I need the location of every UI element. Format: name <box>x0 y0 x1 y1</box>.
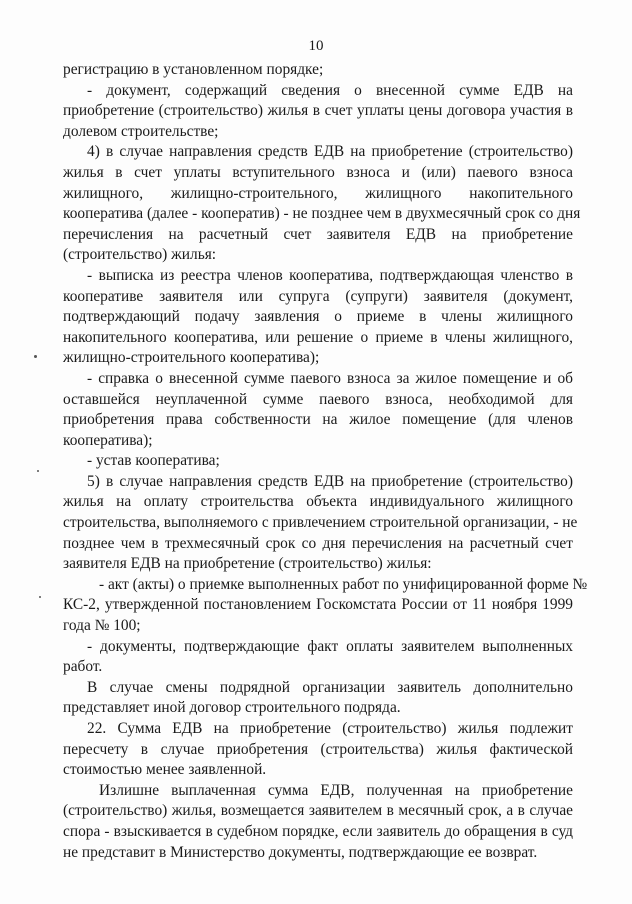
text-line: строительства, выполняемого с привлечением строительной организации, - не <box>63 514 578 532</box>
scan-speck-2 <box>37 470 39 472</box>
text-line: - документы, подтверждающие факт оплаты заявителем выполненных <box>87 637 573 655</box>
text-line: - выписка из реестра членов кооператива, подтверждающая членство в <box>87 266 573 284</box>
text-line: 22. Сумма ЕДВ на приобретение (строительство) жилья подлежит <box>87 720 573 737</box>
text-line: жилищно-строительного кооператива); <box>63 349 320 367</box>
text-line: приобретения права собственности на жилое помещение (для членов <box>63 411 573 429</box>
text-line: кооператива (далее - кооператив) - не позднее чем в двухмесячный срок со дня <box>63 205 581 223</box>
text-line: 4) в случае направления средств ЕДВ на приобретение (строительство) <box>87 143 573 161</box>
text-line: (строительство) жилья: <box>63 246 217 264</box>
text-line: (строительство) жилья, возмещается заявителем в месячный срок, а в случае <box>63 802 573 820</box>
text-line: представляет иной договор строительного подряда. <box>63 699 401 717</box>
text-line: - акт (акты) о приемке выполненных работ по унифицированной форме № <box>99 575 588 593</box>
text-line: не представит в Министерство документы, подтверждающие ее возврат. <box>63 843 538 861</box>
text-line: жилищного, жилищно-строительного, жилищного накопительного <box>63 184 573 202</box>
text-line: перечисления на расчетный счет заявителя ЕДВ на приобретение <box>63 225 573 243</box>
text-line: приобретение (строительство) жилья в счет уплаты цены договора участия в <box>63 102 573 120</box>
text-line: спора - взыскивается в судебном порядке, если заявитель до обращения в суд <box>63 822 573 840</box>
text-line: КС-2, утвержденной постановлением Госкомстата России от 11 ноября 1999 <box>63 596 573 614</box>
text-line: пересчету в случае приобретения (строительства) жилья фактической <box>63 740 573 758</box>
text-line: позднее чем в трехмесячный срок со дня перечисления на расчетный счет <box>63 534 573 552</box>
text-line: кооперативе заявителя или супруга (супруги) заявителя (документ, <box>63 287 573 305</box>
text-line: года № 100; <box>63 617 141 635</box>
text-line: - справка о внесенной сумме паевого взноса за жилое помещение и об <box>87 369 573 387</box>
text-line: накопительного кооператива, или решение о приеме в члены жилищного, <box>63 328 573 346</box>
text-line: кооператива); <box>63 431 153 449</box>
scan-speck-3 <box>39 596 41 598</box>
page-number: 10 <box>308 38 324 54</box>
text-line: жилья в счет уплаты вступительного взноса и (или) паевого взноса <box>63 163 573 181</box>
text-line: долевом строительстве; <box>63 122 219 140</box>
text-line: - устав кооператива; <box>87 452 220 470</box>
text-line: 5) в случае направления средств ЕДВ на приобретение (строительство) <box>87 472 573 490</box>
text-line: стоимостью менее заявленной. <box>63 761 267 779</box>
text-line: В случае смены подрядной организации заявитель дополнительно <box>87 678 573 696</box>
document-body <box>63 60 588 863</box>
text-line: оставшейся неуплаченной сумме паевого взноса, необходимой для <box>63 390 573 408</box>
text-line: заявителя ЕДВ на приобретение (строительство) жилья: <box>63 555 432 573</box>
text-line: регистрацию в установленном порядке; <box>63 61 324 78</box>
text-line: работ. <box>63 658 103 676</box>
text-line: жилья на оплату строительства объекта индивидуального жилищного <box>63 493 573 511</box>
text-line: Излишне выплаченная сумма ЕДВ, полученная на приобретение <box>99 781 573 799</box>
text-line: подтверждающий подачу заявления о приеме в члены жилищного <box>63 308 573 326</box>
scan-speck-1 <box>34 355 37 358</box>
text-line: - документ, содержащий сведения о внесенной сумме ЕДВ на <box>87 81 573 99</box>
